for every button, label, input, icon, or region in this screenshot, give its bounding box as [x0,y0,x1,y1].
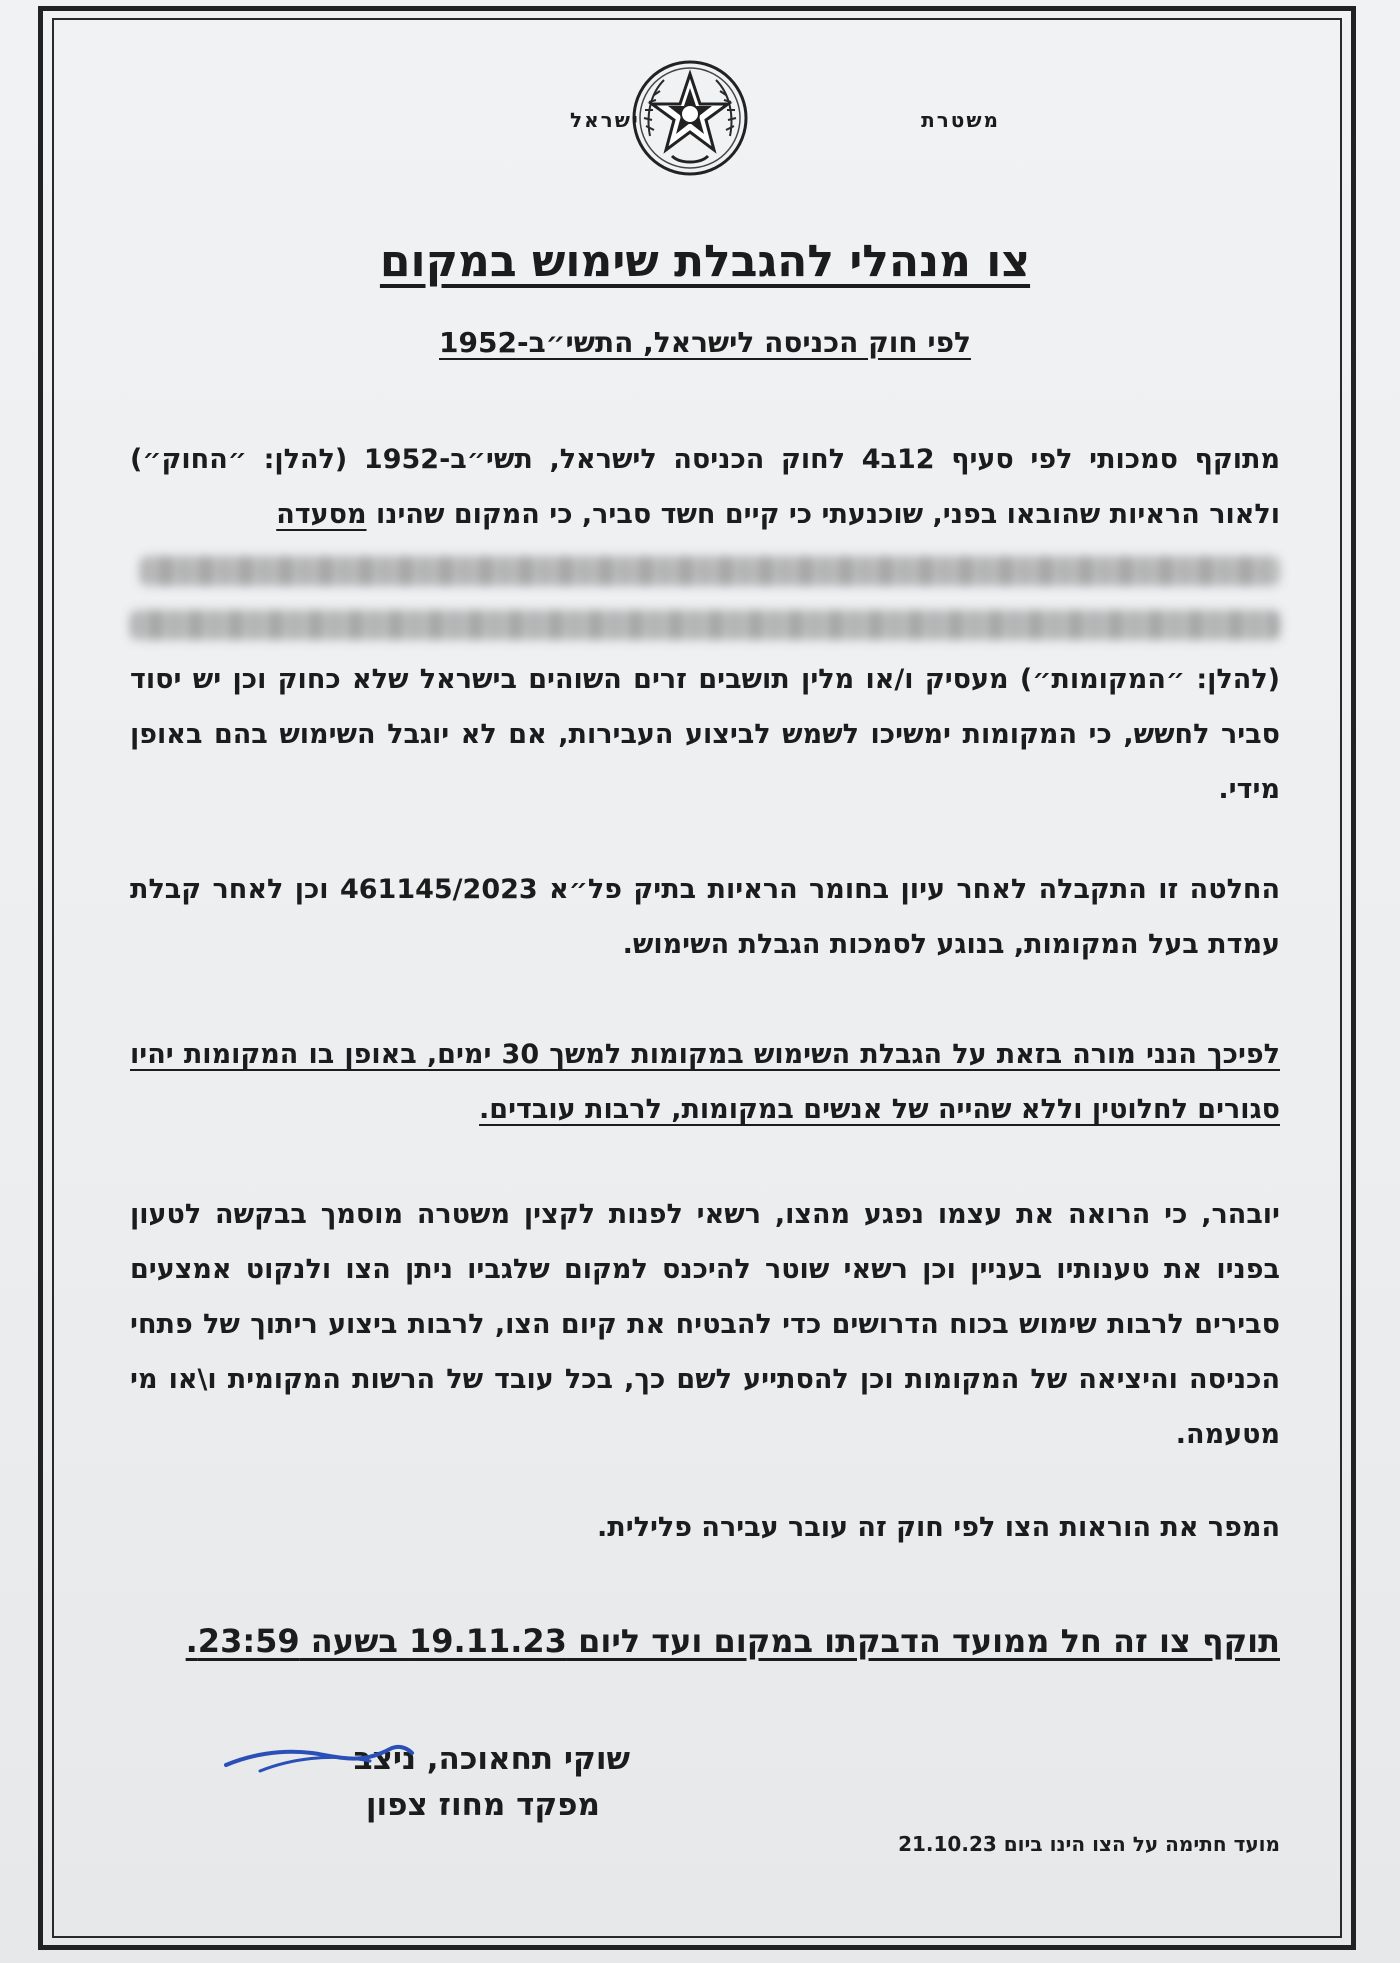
document-title: צו מנהלי להגבלת שימוש במקום [379,236,1031,287]
paragraph-violation: המפר את הוראות הצו לפי חוק זה עובר עבירה פלילית. [597,1512,1280,1543]
paragraph-authority [130,432,1280,817]
org-name-right: משטרת [921,108,1000,132]
signing-date: מועד חתימה על הצו הינו ביום 21.10.23 [898,1832,1280,1856]
signer-name: שוקי תחאוכה, ניצב [353,1741,630,1777]
order-validity: תוקף צו זה חל ממועד הדבקתו במקום ועד ליום 19.11.23 בשעה 23:59. [185,1622,1280,1660]
location-type: מסעדה [276,499,367,530]
signer-role: מפקד מחוז צפון [365,1787,600,1823]
org-name-left: ישראל [570,108,640,132]
paragraph-order [130,1027,1280,1137]
redaction-bar [140,556,1280,586]
paragraph-order-text: לפיכך הנני מורה בזאת על הגבלת השימוש במקומות למשך 30 ימים, באופן בו המקומות יהיו סגורים לחלוטין וללא שהייה של אנשים במקומות, לרבות עובדים. [130,1039,1280,1125]
paragraph-authority-continued: (להלן: ״המקומות״) מעסיק ו/או מלין תושבים זרים השוהים בישראל שלא כחוק וכן יש יסוד סביר לחשש, כי המקומות ימשיכו לשמש לביצוע העבירות, אם לא יוגבל השימוש בהם באופן מידי. [130,664,1280,805]
paragraph-authority-text: מתוקף סמכותי לפי סעיף 12ב4 לחוק הכניסה לישראל, תשי״ב-1952 (להלן: ״החוק״) ולאור הראיות שהובאו בפני, שוכנעתי כי קיים חשד סביר, כי המקום שהינו [130,444,1280,530]
redaction-bar [130,610,1280,640]
document-subtitle: לפי חוק הכניסה לישראל, התשי״ב-1952 [439,326,971,359]
handwritten-signature-icon [220,1735,420,1785]
redacted-address [130,542,1280,652]
document-content [130,0,1280,1963]
paragraph-decision: החלטה זו התקבלה לאחר עיון בחומר הראיות בתיק פל״א 461145/2023 וכן לאחר קבלת עמדת בעל המקומות, בנוגע לסמכות הגבלת השימוש. [130,874,1280,960]
paragraph-clarification: יובהר, כי הרואה את עצמו נפגע מהצו, רשאי לפנות לקצין משטרה מוסמך בבקשה לטעון בפניו את טענותיו בעניין וכן רשאי שוטר להיכנס למקום שלגביו ניתן הצו ולנקוט אמצעים סבירים לרבות שימוש בכוח הדרושים כדי להבטיח את קיום הצו, לרבות ביצוע ריתוך של פתחי הכניסה והיציאה של המקומות וכן להסתייע לשם כך, בכל עובד של הרשות המקומית ו\או מי מטעמה. [130,1199,1280,1450]
letterhead [130,56,1280,186]
police-emblem-icon [628,56,752,180]
